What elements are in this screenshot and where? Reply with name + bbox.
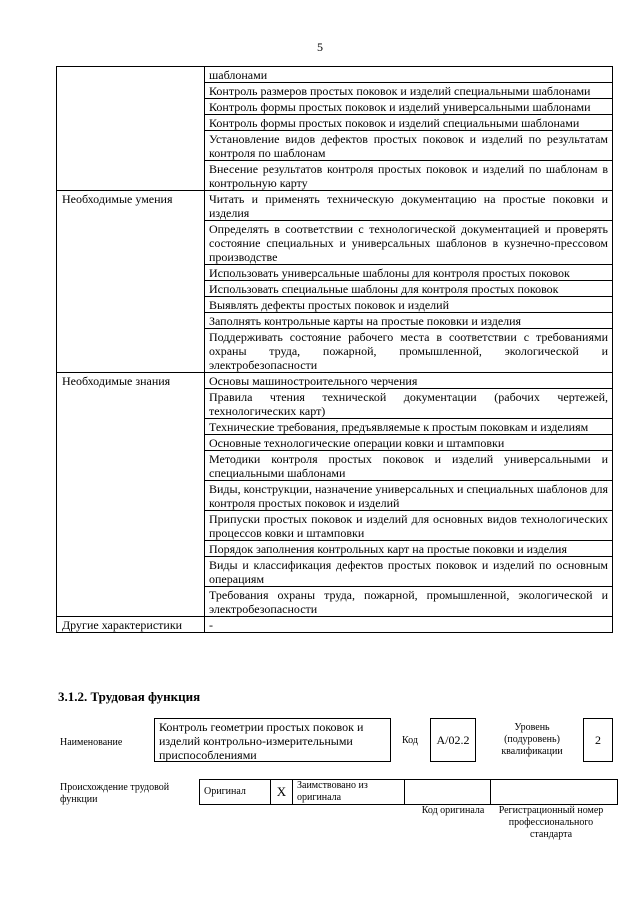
row-item: Заполнять контрольные карты на простые поковки и изделия xyxy=(205,313,613,329)
page-number: 5 xyxy=(317,40,323,54)
row-item: шаблонами xyxy=(205,67,613,83)
row-item: Читать и применять техническую документацию на простые поковки и изделия xyxy=(205,191,613,221)
code-original-caption: Код оригинала xyxy=(421,805,485,816)
row-item: Поддерживать состояние рабочего места в соответствии с требованиями охраны труда, пожарной, промышленной, экологической и электробезопасности xyxy=(205,329,613,373)
reg-number-caption: Регистрационный номер профессионального стандарта xyxy=(498,805,604,840)
original-label: Оригинал xyxy=(200,780,271,805)
row-item: Основные технологические операции ковки и штамповки xyxy=(205,435,613,451)
code-original-field xyxy=(405,780,491,805)
origin-label: Происхождение трудовой функции xyxy=(60,782,170,805)
row-label: Другие характеристики xyxy=(57,617,205,633)
row-item: Виды, конструкции, назначение универсальных и специальных шаблонов для контроля простых поковок и изделий xyxy=(205,481,613,511)
borrowed-label: Заимствовано из оригинала xyxy=(293,780,405,805)
row-item: Требования охраны труда, пожарной, промышленной, экологической и электробезопасности xyxy=(205,587,613,617)
row-item: Контроль формы простых поковок и изделий специальными шаблонами xyxy=(205,115,613,131)
row-item: Порядок заполнения контрольных карт на простые поковки и изделия xyxy=(205,541,613,557)
table-row xyxy=(57,373,613,389)
row-item: Контроль размеров простых поковок и изделий специальными шаблонами xyxy=(205,83,613,99)
table-row xyxy=(57,617,613,633)
row-label: Необходимые знания xyxy=(57,373,205,617)
row-item: Использовать специальные шаблоны для контроля простых поковок xyxy=(205,281,613,297)
row-item: Методики контроля простых поковок и изделий универсальными и специальными шаблонами xyxy=(205,451,613,481)
row-item: - xyxy=(205,617,613,633)
row-item: Виды и классификация дефектов простых поковок и изделий по основным операциям xyxy=(205,557,613,587)
row-item: Определять в соответствии с технологической документацией и проверять состояние специальных и универсальных шаблонов в кузнечно-прессовом производстве xyxy=(205,221,613,265)
row-label xyxy=(57,67,205,191)
code-value-field: A/02.2 xyxy=(430,718,476,762)
row-item: Контроль формы простых поковок и изделий универсальными шаблонами xyxy=(205,99,613,115)
code-label: Код xyxy=(402,735,418,746)
level-label: Уровень (подуровень) квалификации xyxy=(501,722,563,757)
table-row xyxy=(57,191,613,221)
row-item: Основы машиностроительного черчения xyxy=(205,373,613,389)
row-item: Технические требования, предъявляемые к простым поковкам и изделиям xyxy=(205,419,613,435)
name-label: Наименование xyxy=(60,737,123,748)
row-item: Выявлять дефекты простых поковок и изделий xyxy=(205,297,613,313)
row-item: Припуски простых поковок и изделий для основных видов технологических процессов ковки и штамповки xyxy=(205,511,613,541)
level-value-field: 2 xyxy=(583,718,613,762)
reg-number-field xyxy=(491,780,618,805)
table-row xyxy=(57,67,613,83)
row-item: Правила чтения технической документации (рабочих чертежей, технологических карт) xyxy=(205,389,613,419)
row-item: Установление видов дефектов простых поковок и изделий по результатам контроля по шаблонам xyxy=(205,131,613,161)
original-mark: X xyxy=(271,780,293,805)
labor-function-table xyxy=(56,66,613,633)
origin-table xyxy=(199,779,618,805)
row-item: Использовать универсальные шаблоны для контроля простых поковок xyxy=(205,265,613,281)
section-title: 3.1.2. Трудовая функция xyxy=(58,689,201,704)
row-label: Необходимые умения xyxy=(57,191,205,373)
function-name-field: Контроль геометрии простых поковок и изделий контрольно-измерительными приспособлениями xyxy=(154,718,391,762)
row-item: Внесение результатов контроля простых поковок и изделий по шаблонам в контрольную карту xyxy=(205,161,613,191)
